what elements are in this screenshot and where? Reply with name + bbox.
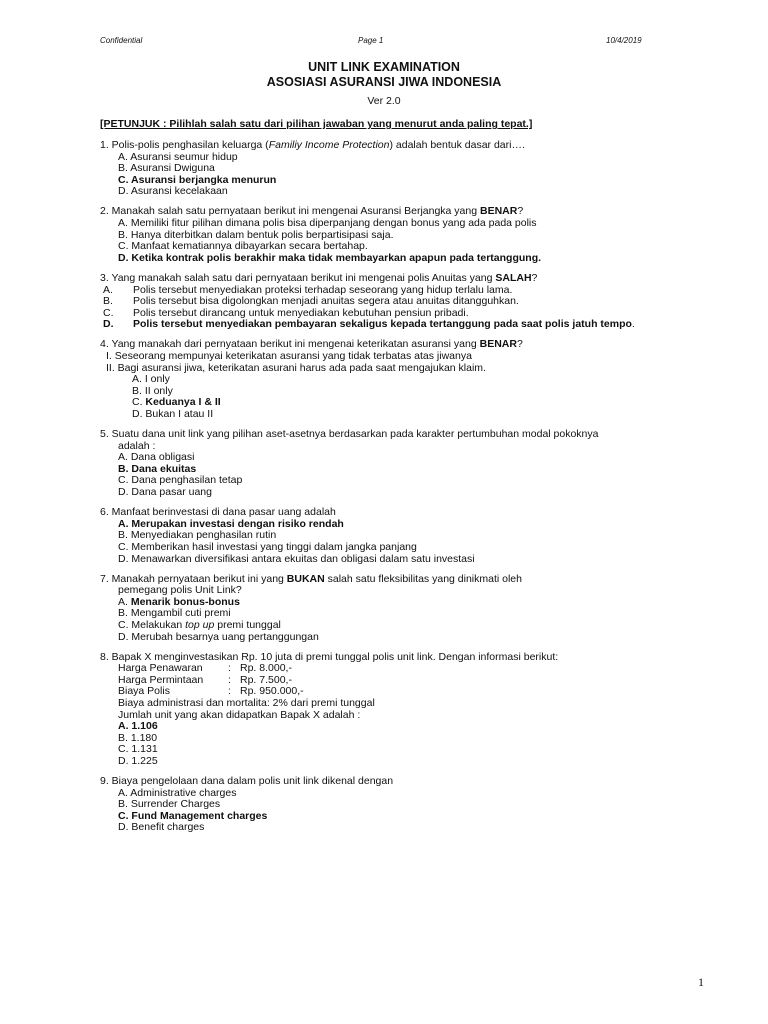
question-9	[100, 776, 710, 834]
question-2-pre: 2. Manakah salah satu pernyataan berikut ini mengenai Asuransi Berjangka yang	[100, 205, 480, 218]
header-date: 10/4/2019	[606, 36, 642, 45]
page-number: 1	[698, 975, 704, 989]
question-7-post: salah satu fleksibilitas yang dinikmati oleh	[324, 572, 522, 585]
info-label: Harga Permintaan	[118, 673, 204, 686]
question-1-option-d: D. Asuransi kecelakaan	[118, 185, 228, 198]
question-1-option-c: C. Asuransi berjangka menurun	[118, 173, 277, 186]
question-4-pre: 4. Yang manakah dari pernyataan berikut ini mengenai keterikatan asuransi yang	[100, 338, 480, 351]
question-2-option-a: A. Memiliki fitur pilihan dimana polis bisa diperpanjang dengan bonus yang ada pada polis	[118, 217, 537, 230]
question-7-option-c-pre: C. Melakukan	[118, 618, 186, 631]
question-4-option-a: A. I only	[132, 373, 170, 386]
question-7-pre: 7. Manakah pernyataan berikut ini yang	[100, 572, 287, 585]
question-7-bold: BUKAN	[286, 572, 325, 585]
question-2-bold: BENAR	[480, 205, 518, 218]
question-5	[100, 429, 710, 499]
question-9-option-a: A. Administrative charges	[118, 786, 237, 799]
question-3	[100, 273, 710, 331]
question-7-option-c-italic: top up	[185, 618, 215, 631]
info-colon: :	[228, 685, 231, 698]
question-4-statement-2: II. Bagi asuransi jiwa, keterikatan asurani harus ada pada saat mengajukan klaim.	[106, 361, 486, 374]
question-6-option-d: D. Menawarkan diversifikasi antara ekuitas dan obligasi dalam satu investasi	[118, 552, 475, 565]
question-3-post: ?	[531, 271, 538, 284]
question-3-option-d-end: .	[631, 318, 635, 331]
question-3-letter-a: A.	[103, 283, 113, 296]
question-4-option-d: D. Bukan I atau II	[132, 407, 214, 420]
question-6	[100, 507, 710, 565]
question-4-bold: BENAR	[479, 338, 517, 351]
question-5-option-d: D. Dana pasar uang	[118, 486, 212, 499]
question-4-option-c-text: Keduanya I & II	[145, 396, 221, 409]
question-2-option-b: B. Hanya diterbitkan dalam bentuk polis berpartisipasi saja.	[118, 228, 394, 241]
version-label: Ver 2.0	[367, 95, 401, 107]
header-confidential: Confidential	[100, 36, 143, 45]
question-4-option-b: B. II only	[132, 384, 173, 397]
question-4	[100, 339, 710, 420]
association-title: ASOSIASI ASURANSI JIWA INDONESIA	[266, 75, 502, 89]
instruction: [PETUNJUK : Pilihlah salah satu dari pilihan jawaban yang menurut anda paling tepat.]	[100, 118, 533, 130]
question-8-text: 8. Bapak X menginvestasikan Rp. 10 juta di premi tunggal polis unit link. Dengan informasi berikut:	[100, 650, 559, 663]
question-7-option-d: D. Merubah besarnya uang pertanggungan	[118, 630, 319, 643]
question-4-letter-c: C.	[132, 396, 146, 409]
question-4-post: ?	[516, 338, 523, 351]
info-label: Biaya Polis	[118, 685, 170, 698]
question-3-letter-b: B.	[103, 295, 113, 308]
question-9-option-d: D. Benefit charges	[118, 821, 205, 834]
question-1-option-b: B. Asuransi Dwiguna	[118, 162, 215, 175]
question-9-text: 9. Biaya pengelolaan dana dalam polis unit link dikenal dengan	[100, 775, 394, 788]
question-9-option-b: B. Surrender Charges	[118, 798, 221, 811]
question-1-italic: Familiy Income Protection	[268, 139, 390, 151]
question-3-option-c-text: Polis tersebut dirancang untuk menyediakan kebutuhan pensiun pribadi.	[133, 306, 469, 319]
question-1-text	[100, 140, 710, 152]
question-8-ask: Jumlah unit yang akan didapatkan Bapak X adalah :	[118, 708, 361, 721]
info-label: Harga Penawaran	[118, 662, 203, 675]
question-6-option-b: B. Menyediakan penghasilan rutin	[118, 529, 277, 542]
question-7	[100, 574, 710, 644]
info-colon: :	[228, 673, 231, 686]
question-8	[100, 652, 710, 768]
question-5-option-c: C. Dana penghasilan tetap	[118, 474, 243, 487]
question-3-option-d	[100, 319, 710, 331]
question-1-option-a: A. Asuransi seumur hidup	[118, 150, 238, 163]
question-list	[100, 140, 710, 843]
question-5-option-a: A. Dana obligasi	[118, 451, 195, 464]
question-2-option-d: D. Ketika kontrak polis berakhir maka tidak membayarkan apapun pada tertanggung.	[118, 251, 542, 264]
question-8-option-a: A. 1.106	[118, 720, 158, 733]
question-7-text-cont: pemegang polis Unit Link?	[118, 584, 242, 597]
question-1-post: ) adalah bentuk dasar dari….	[389, 139, 525, 151]
question-3-letter-c: C.	[103, 306, 114, 319]
question-6-option-c: C. Memberikan hasil investasi yang tinggi dalam jangka panjang	[118, 540, 417, 553]
question-3-bold: SALAH	[495, 271, 532, 284]
question-8-option-d: D. 1.225	[118, 755, 158, 767]
question-3-letter-d: D.	[103, 318, 114, 331]
question-9-option-c: C. Fund Management charges	[118, 809, 268, 822]
question-6-option-a: A. Merupakan investasi dengan risiko rendah	[118, 517, 344, 530]
question-2	[100, 206, 710, 264]
question-4-statement-1: I. Seseorang mempunyai keterikatan asuransi yang tidak terbatas atas jiwanya	[106, 350, 472, 362]
question-1	[100, 140, 710, 198]
info-value: Rp. 8.000,-	[240, 662, 292, 675]
question-7-option-c-post: premi tunggal	[214, 618, 281, 631]
question-5-text-cont: adalah :	[118, 439, 156, 452]
info-value: Rp. 950.000,-	[240, 685, 304, 698]
question-8-option-c: C. 1.131	[118, 743, 158, 756]
question-2-option-c: C. Manfaat kematiannya dibayarkan secara bertahap.	[118, 240, 368, 253]
info-value: Rp. 7.500,-	[240, 673, 292, 686]
question-3-option-b-text: Polis tersebut bisa digolongkan menjadi anuitas segera atau anuitas ditangguhkan.	[133, 295, 519, 308]
question-7-option-b: B. Mengambil cuti premi	[118, 607, 231, 620]
question-6-text: 6. Manfaat berinvestasi di dana pasar uang adalah	[100, 506, 336, 519]
header-page: Page 1	[358, 36, 384, 45]
question-8-admin: Biaya administrasi dan mortalita: 2% dari premi tunggal	[118, 697, 375, 710]
question-5-text: 5. Suatu dana unit link yang pilihan aset-asetnya berdasarkan pada karakter pertumbuhan modal pokoknya	[100, 428, 599, 441]
question-1-pre: 1. Polis-polis penghasilan keluarga (	[100, 139, 269, 151]
exam-title: UNIT LINK EXAMINATION	[308, 60, 460, 74]
question-8-option-b: B. 1.180	[118, 731, 158, 744]
question-7-option-c	[100, 620, 710, 632]
question-3-option-a-text: Polis tersebut menyediakan proteksi terhadap seseorang yang hidup terlalu lama.	[133, 283, 513, 296]
question-7-letter-a: A.	[118, 595, 131, 608]
info-colon: :	[228, 662, 231, 675]
question-7-option-a-text: Menarik bonus-bonus	[130, 595, 240, 608]
question-3-option-d-text: Polis tersebut menyediakan pembayaran sekaligus kepada tertanggung pada saat polis jatuh tempo	[133, 318, 632, 331]
question-3-pre: 3. Yang manakah salah satu dari pernyataan berikut ini mengenai polis Anuitas yang	[100, 271, 496, 284]
question-2-post: ?	[517, 205, 524, 218]
question-8-info-row	[100, 675, 710, 687]
question-5-option-b: B. Dana ekuitas	[118, 462, 197, 475]
